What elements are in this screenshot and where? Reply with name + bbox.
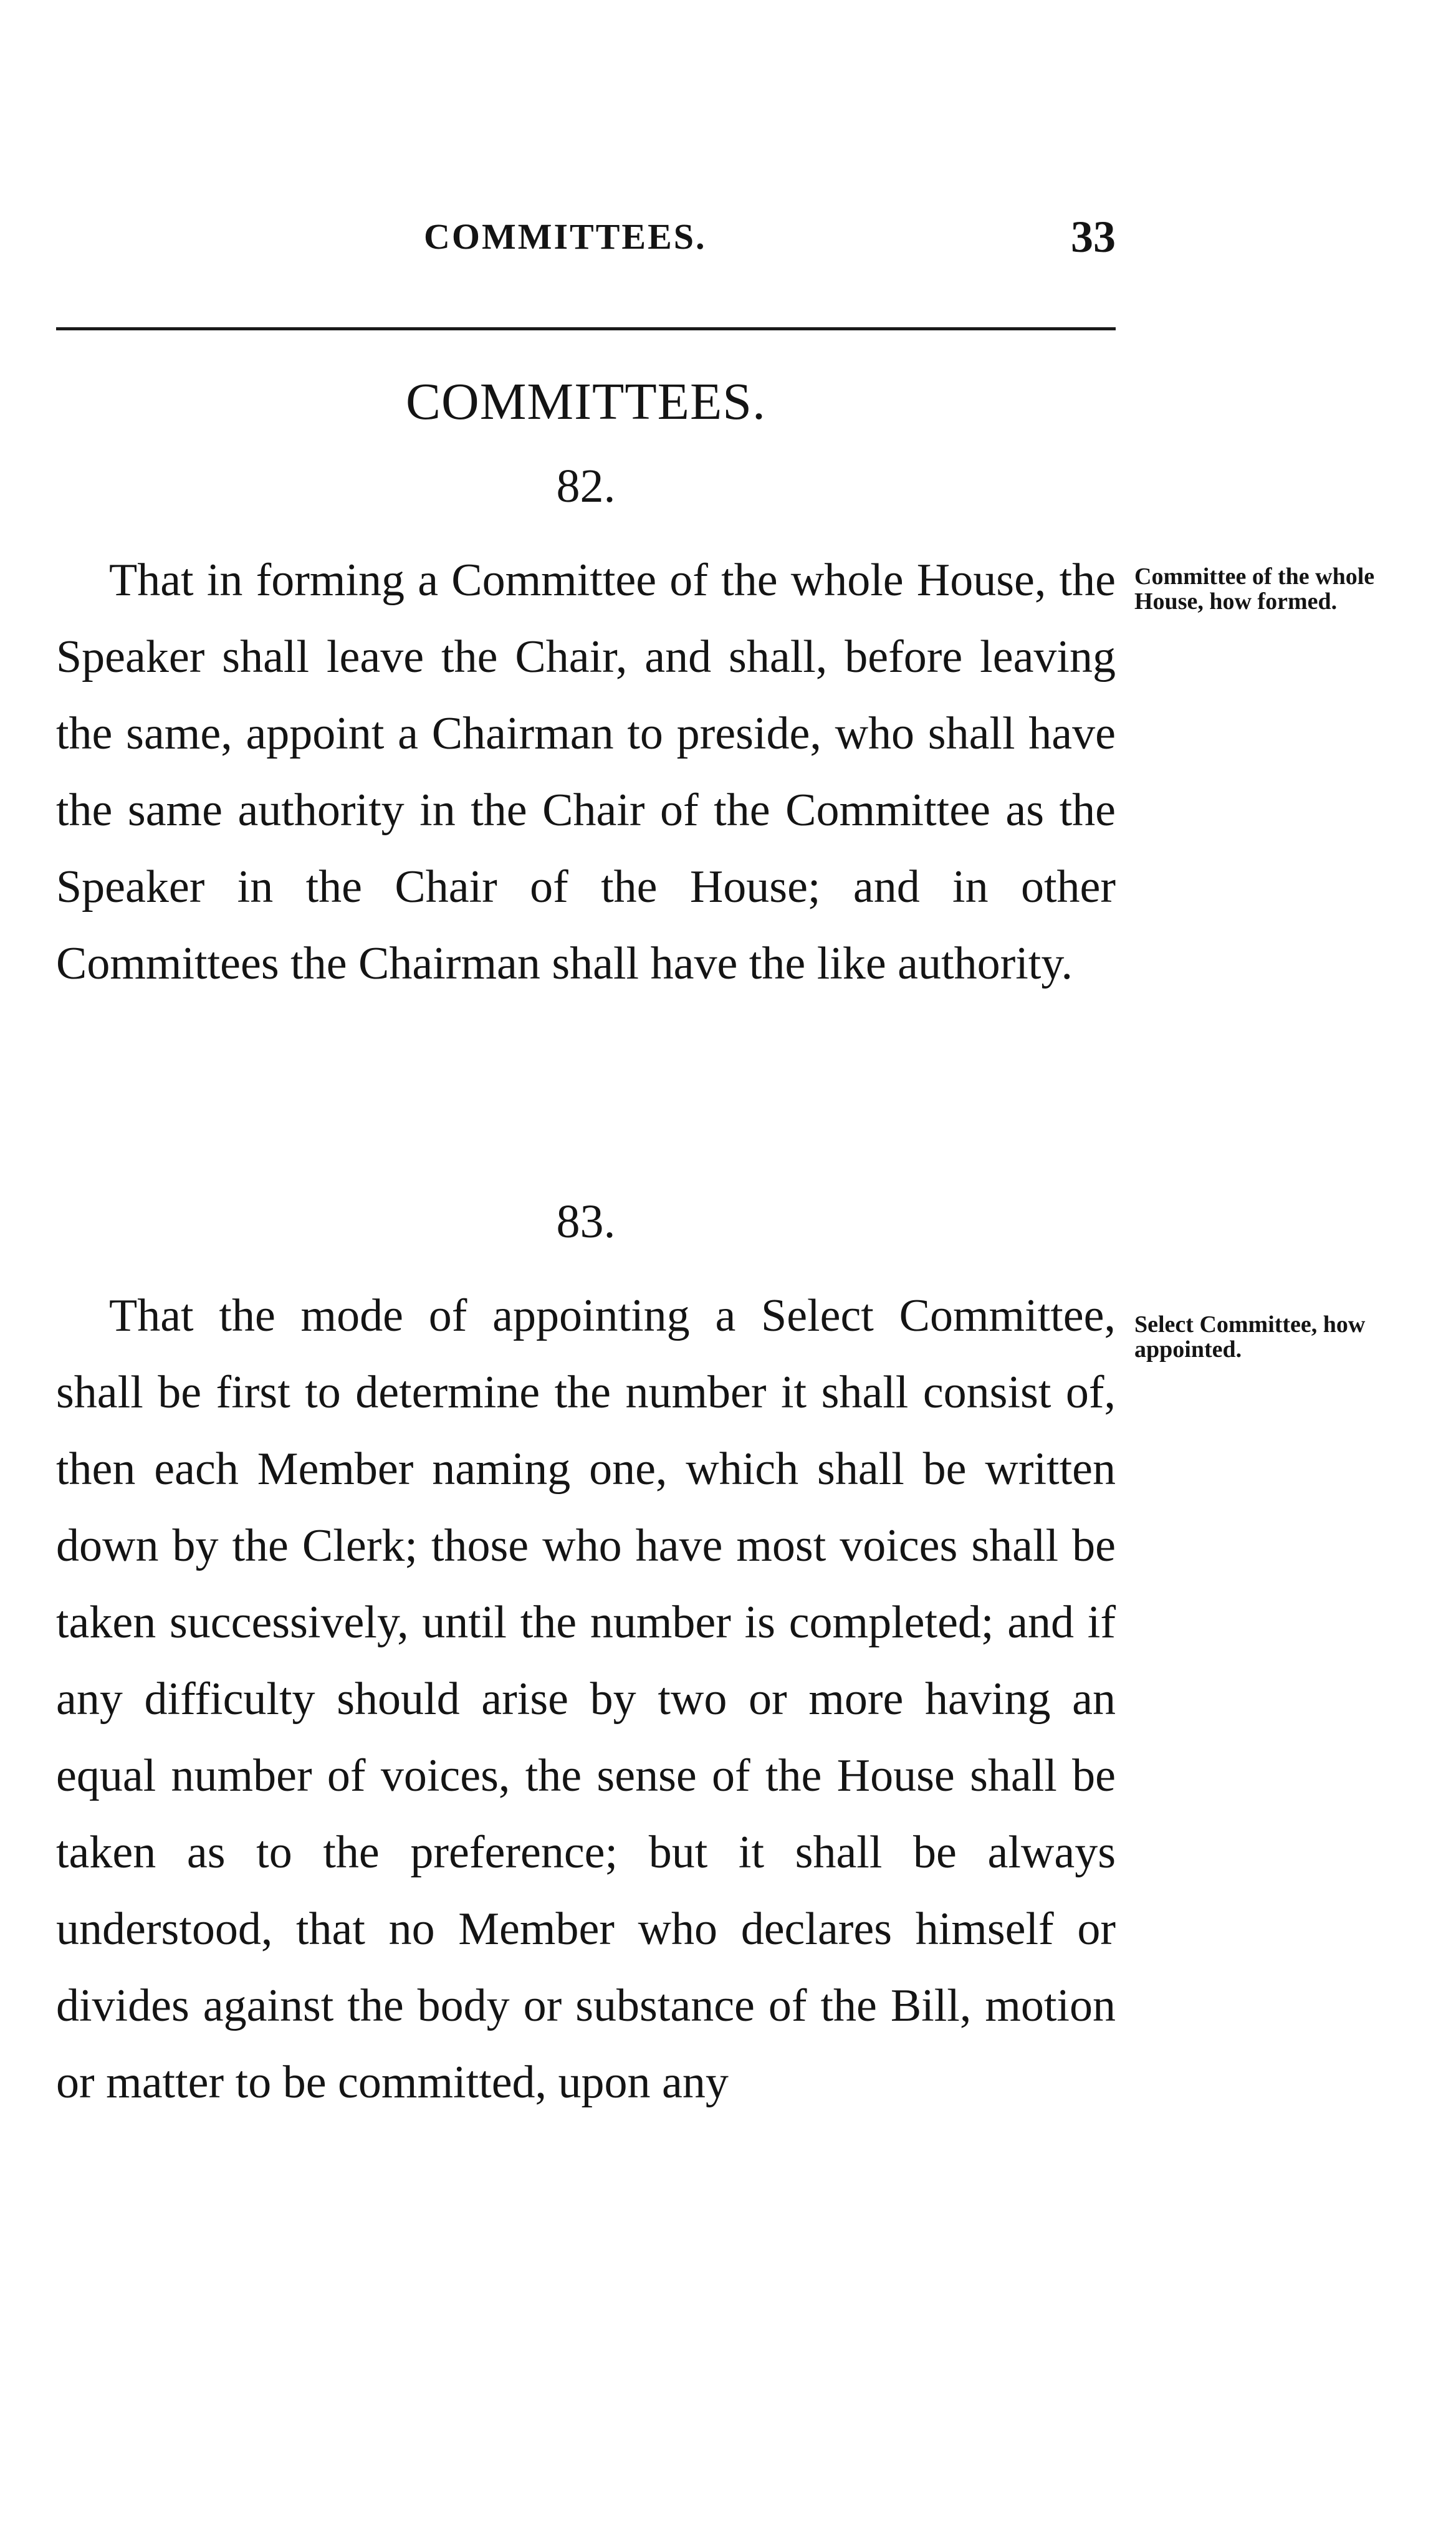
- rule-number-82: 82.: [556, 460, 616, 512]
- rule-text-82: That in forming a Committee of the whole House, the Speaker shall leave the Chair, and shall, before leaving the same, appoint a Chairman to preside, who shall have the same authority in the Chair of the Committee as the Speaker in the Chair of the House; and in other Committees the Chairman shall have the like authority.: [56, 555, 1116, 989]
- rule-number-83: 83.: [556, 1195, 616, 1248]
- rule-text-83: That the mode of appointing a Select Committee, shall be first to determine the number it shall consist of, then each Member naming one, which shall be written down by the Clerk; those who have most voices shall be taken successively, until the number is completed; and if any difficulty should arise by two or more having an equal number of voices, the sense of the House shall be taken as to the preference; but it shall be always understood, that no Member who declares himself or divides against the body or substance of the Bill, motion or matter to be committed, upon any: [56, 1290, 1116, 2108]
- margin-note-83: Select Committee, how appointed.: [1134, 1311, 1366, 1363]
- margin-note-82: Committee of the whole House, how formed.: [1134, 563, 1375, 615]
- section-title: COMMITTEES.: [406, 373, 766, 431]
- page-number: 33: [1071, 212, 1116, 262]
- running-head: [56, 212, 1116, 262]
- header-rule: [56, 327, 1116, 330]
- running-title: COMMITTEES.: [424, 216, 707, 257]
